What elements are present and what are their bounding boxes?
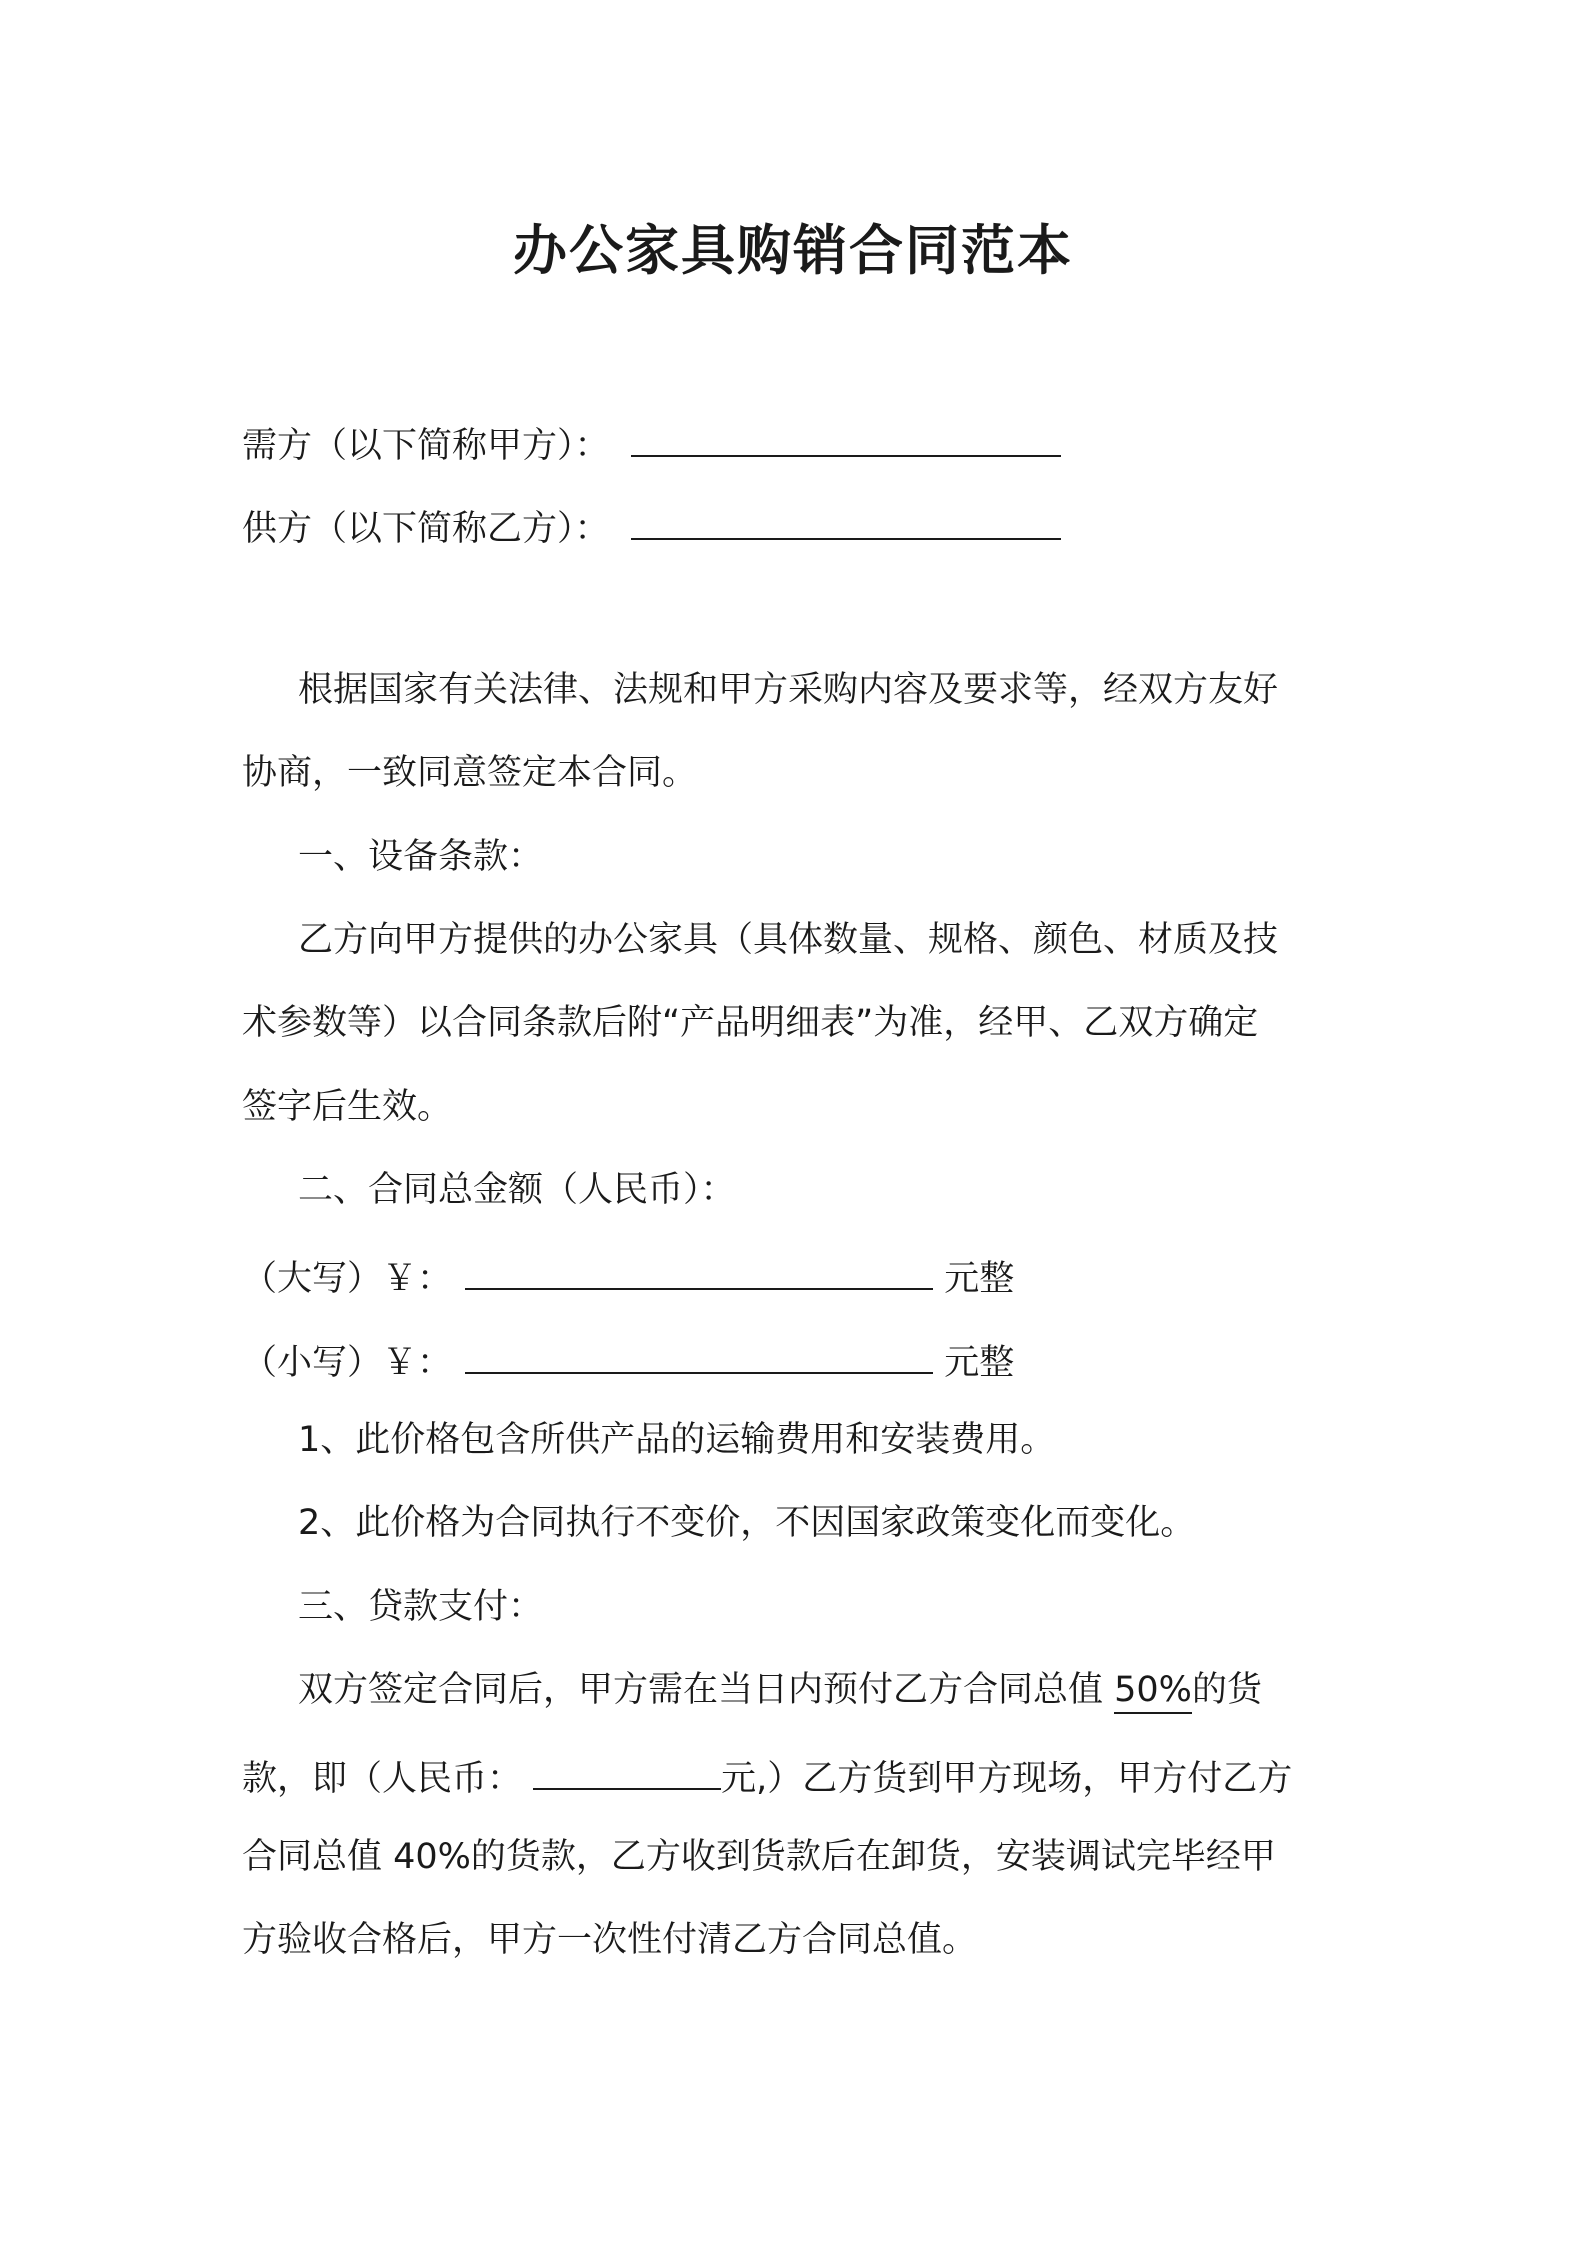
section2-heading: 二、合同总金额（人民币）： (298, 1170, 736, 1210)
amount-lower-unit: 元整 (944, 1343, 1015, 1383)
amount-upper-unit: 元整 (944, 1259, 1015, 1299)
party-b-blank[interactable] (631, 498, 1061, 540)
preamble-line-2: 协商，一致同意签定本合同。 (242, 753, 698, 793)
party-b-label: 供方（以下简称乙方）： (242, 509, 610, 549)
section2-item-2: 2、此价格为合同执行不变价，不因国家政策变化而变化。 (298, 1503, 1196, 1543)
section3-line-2-text-b: 元,）乙方货到甲方现场，甲方付乙方 (721, 1759, 1293, 1799)
advance-amount-blank[interactable] (533, 1748, 721, 1790)
party-a-label: 需方（以下简称甲方）： (242, 426, 610, 466)
section3-line-1-text-a: 双方签定合同后，甲方需在当日内预付乙方合同总值 (298, 1670, 1115, 1710)
section3-line-1 (298, 1665, 1262, 1715)
section3-line-3: 合同总值 40%的货款，乙方收到货款后在卸货，安装调试完毕经甲 (242, 1837, 1276, 1877)
section3-line-2-text-a: 款，即（人民币： (242, 1759, 523, 1799)
preamble-line-1: 根据国家有关法律、法规和甲方采购内容及要求等，经双方友好 (298, 670, 1279, 710)
amount-upper-label: （大写）￥： (242, 1259, 453, 1299)
amount-lower-row (242, 1332, 1014, 1388)
party-b-row (242, 498, 1061, 554)
advance-percentage: 50% (1114, 1668, 1192, 1714)
section3-line-1-text-b: 的货 (1191, 1670, 1262, 1710)
amount-upper-blank[interactable] (465, 1248, 933, 1290)
section1-heading: 一、设备条款： (298, 837, 544, 877)
amount-upper-row (242, 1248, 1014, 1304)
amount-lower-label: （小写）￥： (242, 1343, 453, 1383)
party-a-blank[interactable] (631, 415, 1061, 457)
section3-line-2 (242, 1748, 1292, 1804)
section1-line-2: 术参数等）以合同条款后附“产品明细表”为准，经甲、乙双方确定 (242, 1003, 1259, 1043)
party-a-row (242, 415, 1061, 471)
section1-line-1: 乙方向甲方提供的办公家具（具体数量、规格、颜色、材质及技 (298, 920, 1279, 960)
document-title: 办公家具购销合同范本 (513, 219, 1073, 282)
section1-line-3: 签字后生效。 (242, 1087, 453, 1127)
section3-heading: 三、贷款支付： (298, 1587, 544, 1627)
section3-line-4: 方验收合格后，甲方一次性付清乙方合同总值。 (242, 1920, 978, 1960)
amount-lower-blank[interactable] (465, 1332, 933, 1374)
section2-item-1: 1、此价格包含所供产品的运输费用和安装费用。 (298, 1420, 1056, 1460)
